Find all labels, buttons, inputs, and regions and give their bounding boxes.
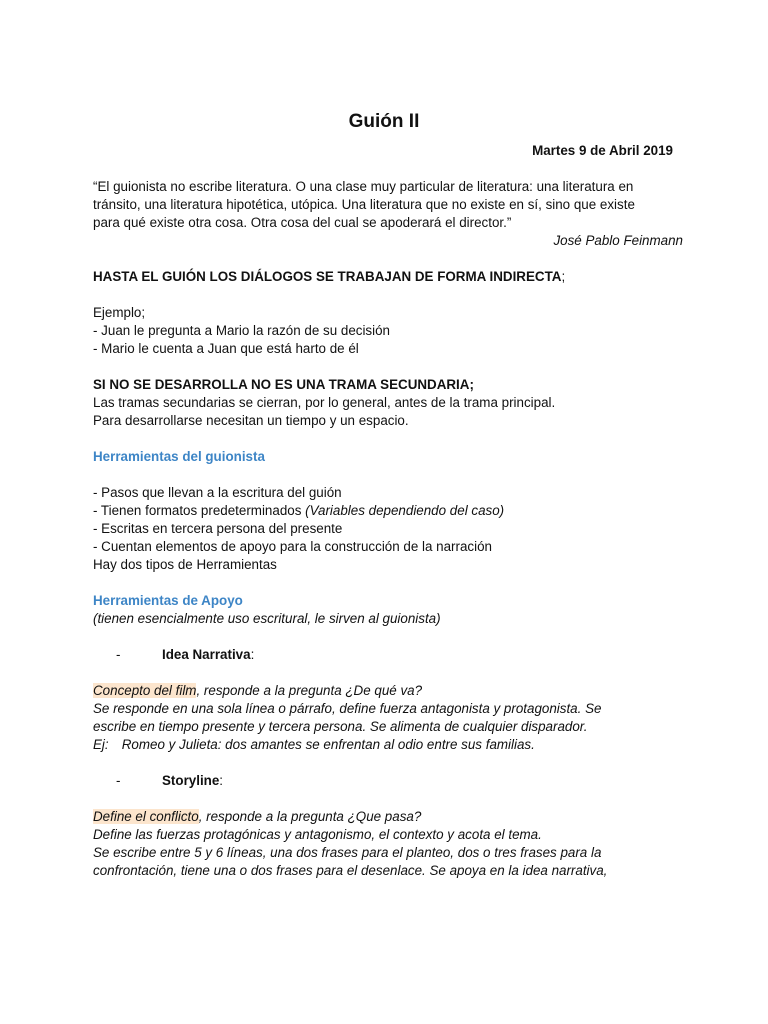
example-line: - Juan le pregunta a Mario la razón de su decisión — [93, 323, 391, 338]
heading-dialogues-suffix: ; — [561, 269, 566, 284]
quote-line: tránsito, una literatura hipotética, utópica. Una literatura que no existe en sí, sino que existe — [93, 197, 635, 212]
highlight-conflicto: Define el conflicto — [93, 809, 199, 824]
section-support-note: (tienen esencialmente uso escritural, le sirven al guionista) — [93, 611, 441, 626]
idea-narrativa-block — [93, 682, 683, 754]
section-heading-support: Herramientas de Apoyo — [93, 593, 243, 608]
quote-line: “El guionista no escribe literatura. O una clase muy particular de literatura: una literatura en — [93, 179, 634, 194]
storyline-block — [93, 808, 683, 880]
example-ej-text: Romeo y Julieta: dos amantes se enfrentan al odio entre sus familias. — [121, 737, 535, 752]
idea-line: Se responde en una sola línea o párrafo, define fuerza antagonista y protagonista. Se — [93, 701, 602, 716]
tools-line-text: - Tienen formatos predeterminados — [93, 503, 306, 518]
bullet-dash: - — [116, 773, 121, 788]
tools-line: - Cuentan elementos de apoyo para la construcción de la narración — [93, 539, 492, 554]
bullet-colon: : — [250, 647, 255, 662]
section-heading-tools: Herramientas del guionista — [93, 449, 265, 464]
quote-author: José Pablo Feinmann — [553, 233, 683, 248]
heading-dialogues — [93, 268, 683, 286]
bullet-idea-narrativa — [93, 646, 683, 664]
quote-line: para qué existe otra cosa. Otra cosa del cual se apoderará el director.” — [93, 215, 512, 230]
storyline-line: Define las fuerzas protagónicas y antagonismo, el contexto y acota el tema. — [93, 827, 542, 842]
document-date: Martes 9 de Abril 2019 — [532, 143, 673, 158]
bullet-label: Idea Narrativa — [162, 647, 251, 662]
heading-dialogues-text: HASTA EL GUIÓN LOS DIÁLOGOS SE TRABAJAN DE FORMA INDIRECTA — [93, 269, 562, 284]
tools-line: Hay dos tipos de Herramientas — [93, 557, 277, 572]
example-label: Ejemplo; — [93, 305, 146, 320]
tools-line — [93, 502, 683, 520]
document-body — [93, 178, 683, 880]
bullet-dash: - — [116, 647, 121, 662]
idea-first-rest: , responde a la pregunta ¿De qué va? — [196, 683, 423, 698]
bullet-label: Storyline — [162, 773, 220, 788]
example-line: - Mario le cuenta a Juan que está harto de él — [93, 341, 359, 356]
subplot-line: Para desarrollarse necesitan un tiempo y un espacio. — [93, 413, 409, 428]
tools-line: - Escritas en tercera persona del presente — [93, 521, 343, 536]
bullet-storyline — [93, 772, 683, 790]
example-ej-label: Ej: — [93, 737, 109, 752]
highlight-concepto: Concepto del film — [93, 683, 197, 698]
idea-first-line — [93, 682, 683, 700]
storyline-first-line — [93, 808, 683, 826]
idea-example — [93, 736, 683, 754]
quote-block — [93, 178, 683, 250]
storyline-line: Se escribe entre 5 y 6 líneas, una dos frases para el planteo, dos o tres frases para la — [93, 845, 602, 860]
subplot-line: Las tramas secundarias se cierran, por lo general, antes de la trama principal. — [93, 395, 556, 410]
document-title: Guión II — [348, 111, 420, 132]
tools-line: - Pasos que llevan a la escritura del guión — [93, 485, 342, 500]
storyline-line: confrontación, tiene una o dos frases para el desenlace. Se apoya en la idea narrativa, — [93, 863, 608, 878]
bullet-colon: : — [219, 773, 224, 788]
storyline-first-rest: , responde a la pregunta ¿Que pasa? — [198, 809, 422, 824]
heading-subplot: SI NO SE DESARROLLA NO ES UNA TRAMA SECUNDARIA; — [93, 377, 474, 392]
idea-line: escribe en tiempo presente y tercera persona. Se alimenta de cualquier disparador. — [93, 719, 588, 734]
tools-line-note: (Variables dependiendo del caso) — [305, 503, 505, 518]
